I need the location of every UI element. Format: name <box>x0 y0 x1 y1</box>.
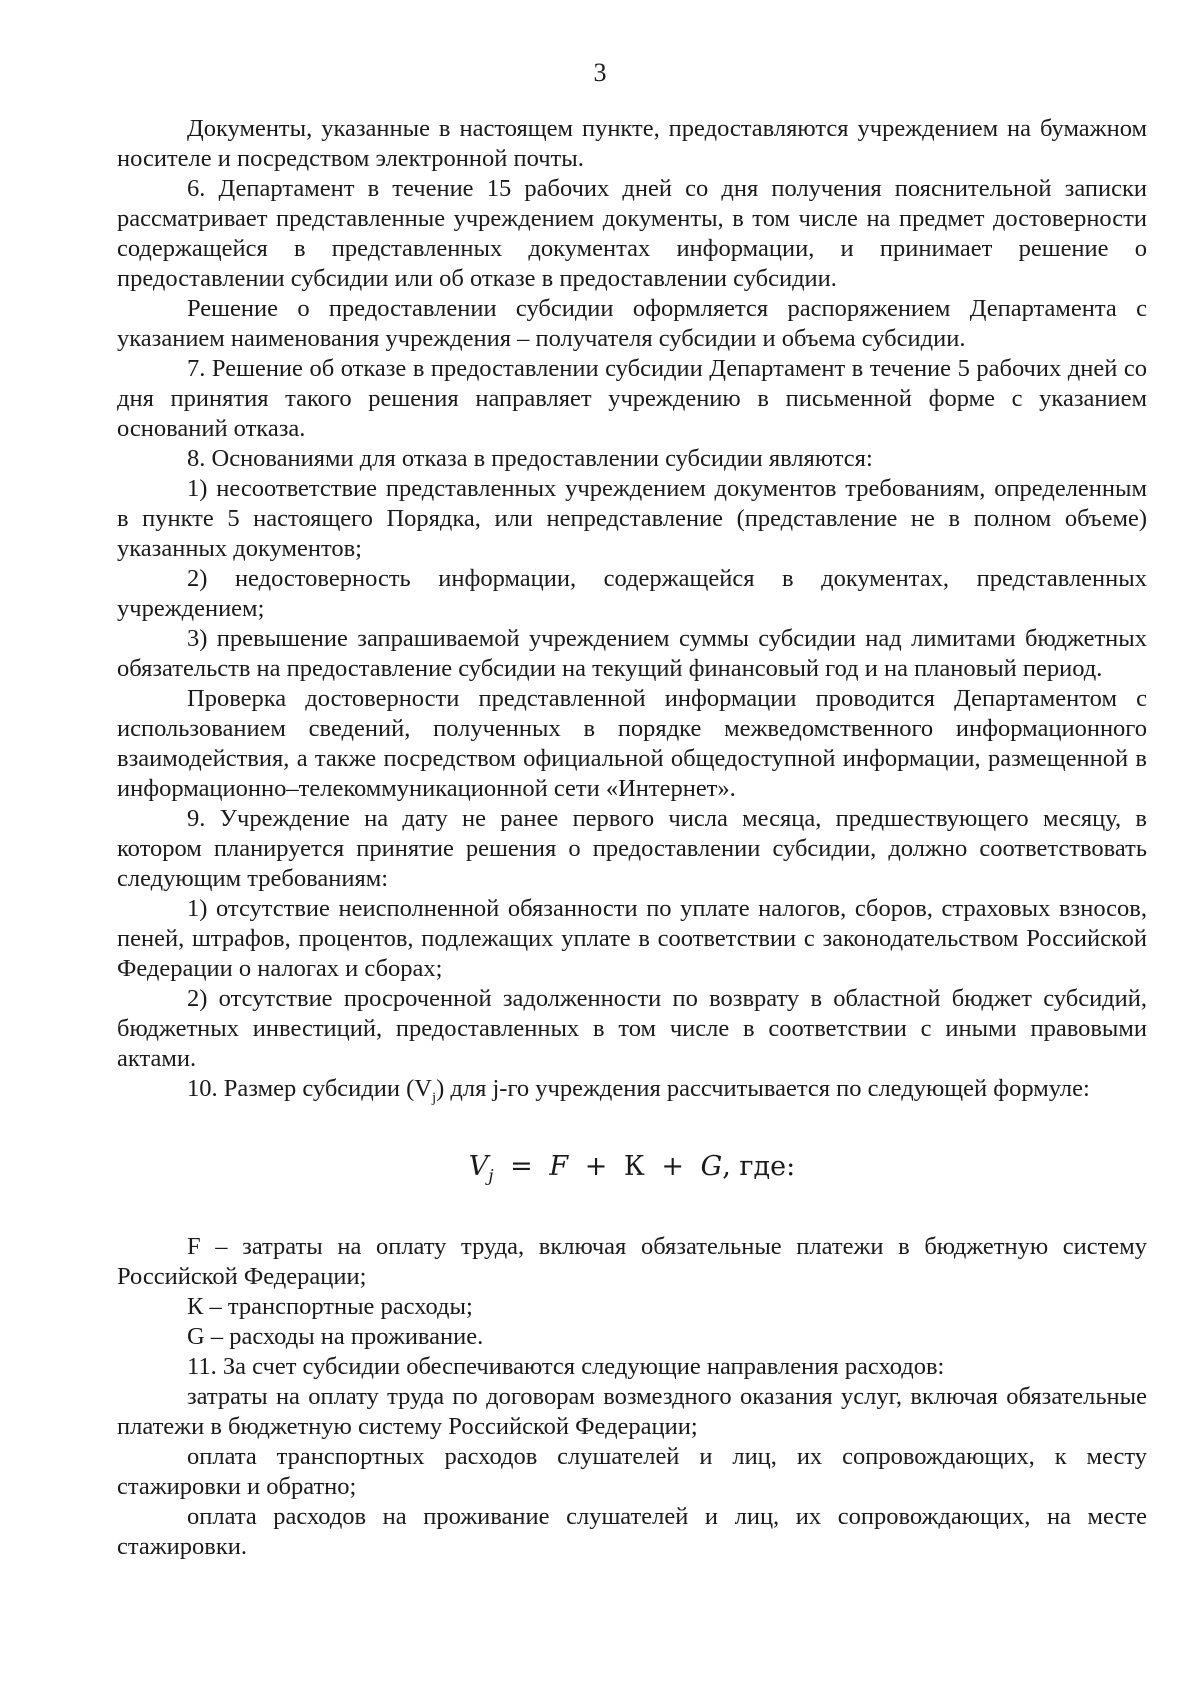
paragraph: Документы, указанные в настоящем пункте, предоставляются учреждением на бумажном носителе и посредством электронной почты. <box>117 115 1147 172</box>
formula-plus: + <box>584 1150 608 1182</box>
paragraph: К – транспортные расходы; <box>187 1293 473 1321</box>
paragraph: 1) отсутствие неисполненной обязанности по уплате налогов, сборов, страховых взносов, пеней, штрафов, процентов, подлежащих уплате в соответствии с законодательством Российской Федерации о налогах и сборах; <box>117 895 1147 982</box>
paragraph: Решение о предоставлении субсидии оформляется распоряжением Департамента с указанием наименования учреждения – получателя субсидии и объема субсидии. <box>117 295 1147 352</box>
paragraph: 2) отсутствие просроченной задолженности по возврату в областной бюджет субсидий, бюджетных инвестиций, предоставленных в том числе в соответствии с иными правовыми актами. <box>117 985 1147 1072</box>
paragraph: оплата транспортных расходов слушателей и лиц, их сопровождающих, к месту стажировки и обратно; <box>117 1443 1147 1501</box>
formula-term-k: К <box>623 1150 645 1182</box>
paragraph: G – расходы на проживание. <box>187 1323 484 1351</box>
paragraph: 7. Решение об отказе в предоставлении субсидии Департамент в течение 5 рабочих дней со дня принятия такого решения направляет учреждению в письменной форме с указанием оснований отказа. <box>117 355 1147 442</box>
paragraph: 2) недостоверность информации, содержащейся в документах, представленных учреждением; <box>117 565 1147 622</box>
page-number: 3 <box>593 58 607 87</box>
paragraph: Проверка достоверности представленной информации проводится Департаментом с использованием сведений, полученных в порядке межведомственного информационного взаимодействия, а также посредством официальной общедоступной информации, размещенной в информационно–телекоммуникационной сети «Интернет». <box>117 685 1147 802</box>
paragraph: F – затраты на оплату труда, включая обязательные платежи в бюджетную систему Российской Федерации; <box>117 1233 1147 1291</box>
formula-equals: = <box>510 1150 533 1182</box>
p10-before: 10. Размер субсидии (V <box>187 1075 432 1102</box>
p10-subscript: j <box>431 1089 437 1106</box>
formula-plus: + <box>661 1150 685 1182</box>
paragraph: 1) несоответствие представленных учреждением документов требованиям, определенным в пункте 5 настоящего Порядка, или непредставление (представление не в полном объеме) указанных документов; <box>117 475 1147 562</box>
formula-term-f: F <box>549 1150 569 1182</box>
paragraph-subsidy-size <box>117 1074 1147 1113</box>
paragraph: затраты на оплату труда по договорам возмездного оказания услуг, включая обязательные платежи в бюджетную систему Российской Федерации; <box>117 1383 1147 1441</box>
p10-after: ) для j-го учреждения рассчитывается по следующей формуле: <box>436 1075 1090 1102</box>
formula-suffix: , где: <box>722 1150 796 1182</box>
document-body <box>117 114 1147 1562</box>
formula-lhs: V <box>468 1150 489 1182</box>
paragraph: 6. Департамент в течение 15 рабочих дней со дня получения пояснительной записки рассматривает представленные учреждением документы, в том числе на предмет достоверности содержащейся в представленных документах информации, и принимает решение о предоставлении субсидии или об отказе в предоставлении субсидии. <box>117 175 1147 292</box>
formula-term-g: G <box>700 1150 723 1182</box>
subsidy-formula <box>117 1151 1147 1192</box>
paragraph: 11. За счет субсидии обеспечиваются следующие направления расходов: <box>187 1353 945 1381</box>
paragraph: 9. Учреждение на дату не ранее первого числа месяца, предшествующего месяцу, в котором планируется принятие решения о предоставлении субсидии, должно соответствовать следующим требованиям: <box>117 805 1147 892</box>
paragraph: 8. Основаниями для отказа в предоставлении субсидии являются: <box>187 445 873 472</box>
formula-lhs-subscript: j <box>488 1166 494 1187</box>
paragraph: 3) превышение запрашиваемой учреждением суммы субсидии над лимитами бюджетных обязательств на предоставление субсидии на текущий финансовый год и на плановый период. <box>117 625 1147 682</box>
paragraph: оплата расходов на проживание слушателей и лиц, их сопровождающих, на месте стажировки. <box>117 1503 1147 1561</box>
